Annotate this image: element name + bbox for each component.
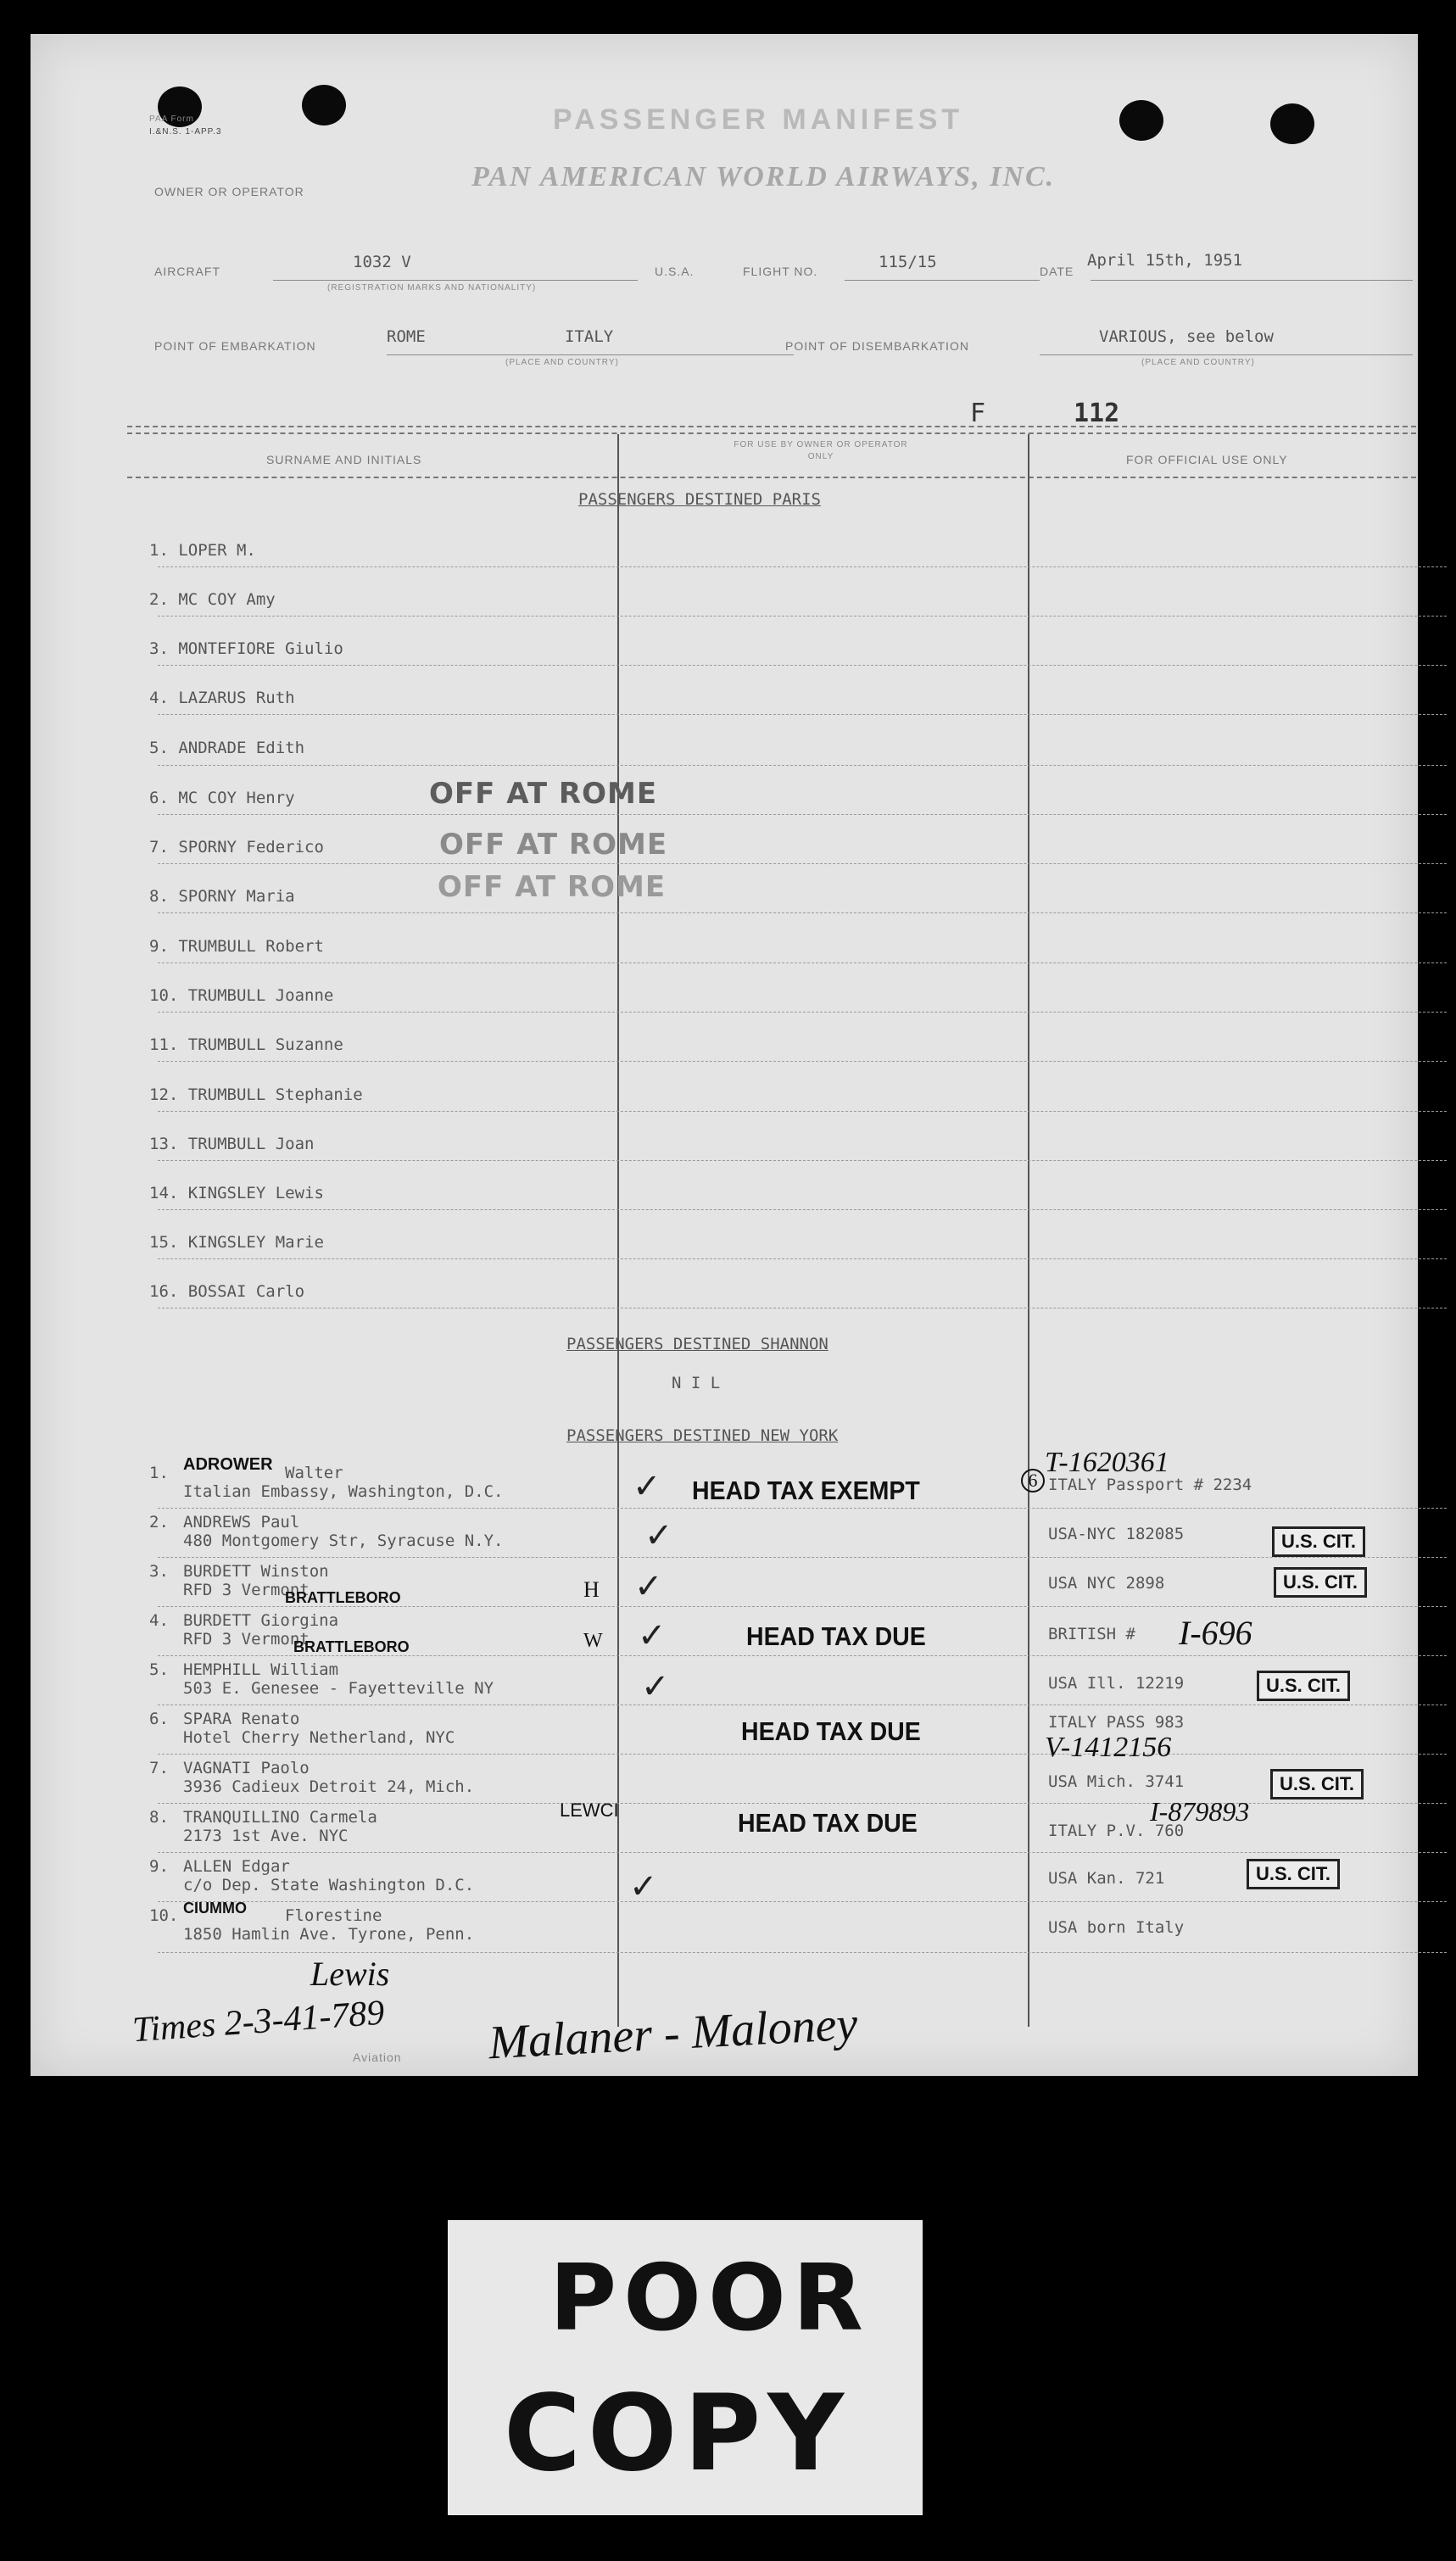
- usa-label: U.S.A.: [655, 265, 695, 278]
- off-at-rome-stamp: OFF AT ROME: [439, 828, 668, 862]
- off-at-rome-stamp: OFF AT ROME: [429, 777, 658, 811]
- paris-row: 9. TRUMBULL Robert: [149, 937, 324, 956]
- disembark-label: POINT OF DISEMBARKATION: [785, 339, 969, 353]
- ny-row-official: USA born Italy: [1048, 1918, 1185, 1937]
- ny-row-official: USA Ill. 12219: [1048, 1674, 1185, 1693]
- ny-row-num: 4.: [149, 1611, 169, 1630]
- form-number: PAA Form: [149, 114, 194, 124]
- paris-row: 8. SPORNY Maria: [149, 887, 295, 906]
- check-mark: ✓: [641, 1667, 670, 1706]
- check-mark: ✓: [634, 1567, 663, 1606]
- ny-row-num: 6.: [149, 1710, 169, 1728]
- punch-hole: [302, 85, 346, 126]
- handwritten-ciummo: CIUMMO: [183, 1900, 247, 1917]
- paris-row: 6. MC COY Henry: [149, 789, 295, 807]
- punch-hole: [1270, 103, 1314, 144]
- handwritten-w: W: [583, 1630, 603, 1652]
- signature-3: Malaner - Maloney: [487, 1997, 859, 2070]
- ny-row-addr: c/o Dep. State Washington D.C.: [183, 1876, 475, 1894]
- check-mark: ✓: [633, 1467, 661, 1506]
- head-tax-due-stamp: HEAD TAX DUE: [741, 1716, 921, 1746]
- handwritten-lewci: LEWCI: [560, 1799, 619, 1821]
- ny-row-num: 7.: [149, 1759, 169, 1777]
- head-tax-due-stamp: HEAD TAX DUE: [746, 1621, 926, 1651]
- ny-row-official: BRITISH #: [1048, 1625, 1135, 1643]
- paris-row: 1. LOPER M.: [149, 541, 256, 560]
- section-shannon: PASSENGERS DESTINED SHANNON: [566, 1335, 828, 1353]
- handwritten-circle: 6: [1021, 1469, 1045, 1493]
- flight-label: FLIGHT NO.: [743, 265, 818, 278]
- poor-copy-line1: POOR: [549, 2246, 870, 2352]
- ny-row-addr: Hotel Cherry Netherland, NYC: [183, 1728, 455, 1747]
- paris-row: 5. ANDRADE Edith: [149, 739, 305, 757]
- paris-row: 16. BOSSAI Carlo: [149, 1282, 305, 1301]
- page-title: PASSENGER MANIFEST: [553, 103, 964, 136]
- ny-row-addr: RFD 3 Vermont: [183, 1630, 310, 1649]
- page-number: 112: [1074, 399, 1120, 428]
- us-cit-stamp: U.S. CIT.: [1270, 1769, 1364, 1799]
- col-official-use: FOR OFFICIAL USE ONLY: [1126, 453, 1288, 466]
- check-mark: ✓: [629, 1867, 658, 1906]
- handwritten-t-number: T-1620361: [1045, 1447, 1169, 1478]
- footer-aviation: Aviation: [353, 2050, 402, 2064]
- date-label: DATE: [1040, 265, 1074, 278]
- check-mark: ✓: [644, 1516, 673, 1555]
- ny-row-addr: 480 Montgomery Str, Syracuse N.Y.: [183, 1532, 504, 1550]
- off-at-rome-stamp: OFF AT ROME: [438, 870, 667, 904]
- ny-row-name: ANDREWS Paul: [183, 1513, 300, 1532]
- airline-name: PAN AMERICAN WORLD AIRWAYS, INC.: [471, 161, 1056, 192]
- ny-row-name: TRANQUILLINO Carmela: [183, 1808, 377, 1827]
- handwritten-adrower: ADROWER: [183, 1455, 273, 1474]
- place-sub-2: (PLACE AND COUNTRY): [1141, 358, 1255, 367]
- ny-row-official: ITALY P.V. 760: [1048, 1822, 1185, 1840]
- place-sub: (PLACE AND COUNTRY): [505, 358, 619, 367]
- embark-city: ROME: [387, 327, 426, 346]
- signature-2: Times 2-3-41-789: [131, 1993, 386, 2050]
- ny-row-num: 2.: [149, 1513, 169, 1532]
- handwritten-brattleboro: BRATTLEBORO: [285, 1589, 401, 1606]
- poor-copy-card: [448, 2220, 923, 2515]
- ny-row-name: BURDETT Giorgina: [183, 1611, 339, 1630]
- ny-row-addr: Italian Embassy, Washington, D.C.: [183, 1482, 504, 1501]
- handwritten-h: H: [583, 1577, 600, 1602]
- handwritten-brattleboro: BRATTLEBORO: [293, 1638, 410, 1655]
- us-cit-stamp: U.S. CIT.: [1272, 1526, 1365, 1557]
- page-code: F: [970, 399, 986, 428]
- ny-row-official: USA NYC 2898: [1048, 1574, 1165, 1593]
- paris-row: 7. SPORNY Federico: [149, 838, 324, 856]
- handwritten-i-number-2: I-879893: [1150, 1796, 1250, 1827]
- owner-label: OWNER OR OPERATOR: [154, 185, 304, 198]
- aircraft-sub: (REGISTRATION MARKS AND NATIONALITY): [327, 283, 537, 293]
- check-mark: ✓: [638, 1616, 667, 1655]
- paris-row: 14. KINGSLEY Lewis: [149, 1184, 324, 1202]
- col-owner-use: FOR USE BY OWNER OR OPERATOR ONLY: [734, 440, 908, 461]
- us-cit-stamp: U.S. CIT.: [1274, 1567, 1367, 1598]
- disembark-value: VARIOUS, see below: [1099, 327, 1274, 346]
- ny-row-official: USA Kan. 721: [1048, 1869, 1165, 1888]
- poor-copy-line2: COPY: [504, 2373, 851, 2495]
- aircraft-label: AIRCRAFT: [154, 265, 220, 278]
- ny-row-official: ITALY PASS 983: [1048, 1713, 1185, 1732]
- ny-row-addr: 503 E. Genesee - Fayetteville NY: [183, 1679, 494, 1698]
- ny-row-num: 1.: [149, 1464, 169, 1482]
- ny-row-name: VAGNATI Paolo: [183, 1759, 310, 1777]
- ny-row-name: ALLEN Edgar: [183, 1857, 290, 1876]
- head-tax-exempt-stamp: HEAD TAX EXEMPT: [692, 1476, 920, 1505]
- ny-row-official: USA-NYC 182085: [1048, 1525, 1185, 1543]
- signature-1: Lewis: [310, 1955, 390, 1993]
- ny-row-official: USA Mich. 3741: [1048, 1772, 1185, 1791]
- nil-text: N I L: [672, 1374, 721, 1392]
- paris-row: 10. TRUMBULL Joanne: [149, 986, 334, 1005]
- ny-row-num: 9.: [149, 1857, 169, 1876]
- paris-row: 3. MONTEFIORE Giulio: [149, 639, 343, 658]
- paris-row: 15. KINGSLEY Marie: [149, 1233, 324, 1252]
- ny-row-num: 10.: [149, 1906, 179, 1925]
- section-newyork: PASSENGERS DESTINED NEW YORK: [566, 1426, 839, 1445]
- ny-row-addr: 2173 1st Ave. NYC: [183, 1827, 349, 1845]
- ny-row-addr: 3936 Cadieux Detroit 24, Mich.: [183, 1777, 475, 1796]
- ny-row-num: 8.: [149, 1808, 169, 1827]
- us-cit-stamp: U.S. CIT.: [1257, 1671, 1350, 1701]
- paris-row: 12. TRUMBULL Stephanie: [149, 1085, 363, 1104]
- aircraft-value: 1032 V: [353, 253, 411, 271]
- handwritten-i-number: I-696: [1179, 1614, 1252, 1652]
- handwritten-v-number: V-1412156: [1045, 1732, 1172, 1763]
- manifest-page: [31, 34, 1418, 2076]
- form-code: I.&N.S. 1-APP.3: [149, 127, 222, 137]
- embark-label: POINT OF EMBARKATION: [154, 339, 316, 353]
- ny-row-addr: RFD 3 Vermont: [183, 1581, 310, 1599]
- flight-value: 115/15: [879, 253, 937, 271]
- ny-row-official: ITALY Passport # 2234: [1048, 1476, 1252, 1494]
- ny-row-addr: 1850 Hamlin Ave. Tyrone, Penn.: [183, 1925, 475, 1944]
- ny-row-num: 5.: [149, 1660, 169, 1679]
- date-value: April 15th, 1951: [1087, 251, 1243, 270]
- embark-country: ITALY: [565, 327, 614, 346]
- ny-row-name: BURDETT Winston: [183, 1562, 329, 1581]
- ny-row-name: SPARA Renato: [183, 1710, 300, 1728]
- paris-row: 2. MC COY Amy: [149, 590, 276, 609]
- paris-row: 4. LAZARUS Ruth: [149, 689, 295, 707]
- punch-hole: [1119, 100, 1163, 141]
- paris-row: 13. TRUMBULL Joan: [149, 1135, 315, 1153]
- ny-row-name: Florestine: [285, 1906, 382, 1925]
- section-paris: PASSENGERS DESTINED PARIS: [578, 490, 821, 509]
- head-tax-due-stamp: HEAD TAX DUE: [738, 1808, 918, 1838]
- col-surname: SURNAME AND INITIALS: [266, 453, 422, 466]
- ny-row-name: Walter: [285, 1464, 343, 1482]
- ny-row-num: 3.: [149, 1562, 169, 1581]
- paris-row: 11. TRUMBULL Suzanne: [149, 1035, 343, 1054]
- us-cit-stamp: U.S. CIT.: [1247, 1859, 1340, 1889]
- ny-row-name: HEMPHILL William: [183, 1660, 339, 1679]
